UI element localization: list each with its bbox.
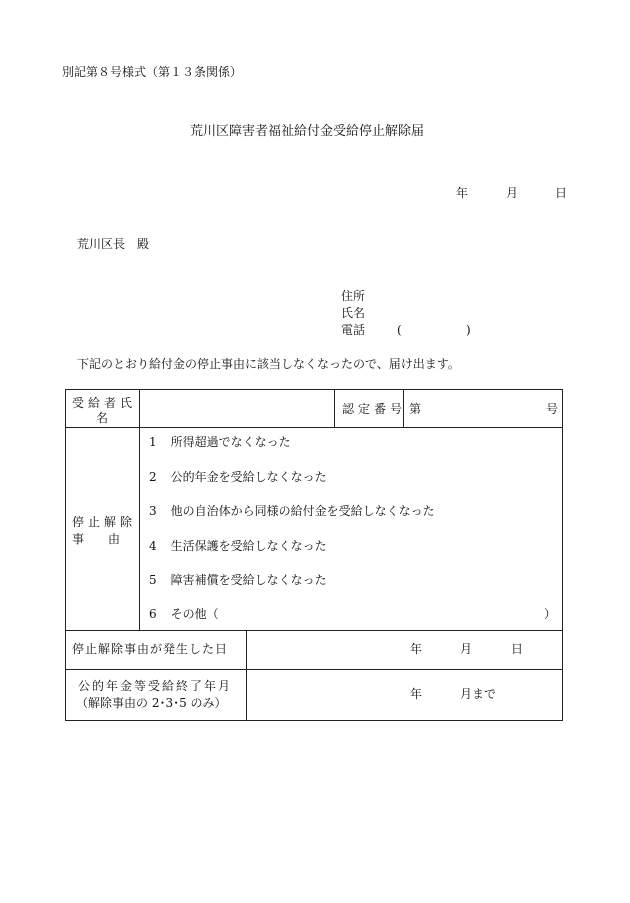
reason-item-6[interactable]	[149, 608, 219, 620]
recipient-name-label: 受給者氏	[72, 396, 137, 410]
cert-number-field[interactable]	[426, 392, 536, 425]
date-day-label: 日	[555, 186, 568, 200]
date-year-label: 年	[456, 186, 469, 200]
cert-number-label: 認定番号	[342, 402, 407, 416]
row-divider	[66, 630, 562, 631]
occurred-date-label: 停止解除事由が発生した日	[72, 642, 229, 656]
col-divider	[139, 390, 140, 630]
row-divider	[66, 669, 562, 670]
document-title: 荒川区障害者福祉給付金受給停止解除届	[190, 124, 425, 139]
reason-number: 5	[149, 573, 157, 587]
reason-text: 障害補償を受給しなくなった	[170, 573, 327, 587]
other-close-paren: ）	[544, 607, 557, 621]
form-reference: 別記第８号様式（第１３条関係）	[62, 65, 243, 79]
recipient-name-field[interactable]	[142, 392, 332, 425]
phone-close-paren: )	[466, 323, 471, 337]
reason-number: 3	[149, 504, 157, 518]
reason-text: その他（	[170, 607, 219, 621]
occurred-month-label: 月	[460, 642, 473, 656]
reason-item-1[interactable]	[149, 436, 291, 448]
pension-end-label: 公的年金等受給終了年月	[78, 679, 233, 693]
reason-item-2[interactable]	[149, 471, 327, 483]
pension-month-until-label: 月まで	[460, 687, 497, 701]
address-label: 住所	[341, 289, 366, 303]
phone-open-paren: (	[397, 323, 402, 337]
reason-text: 他の自治体から同様の給付金を受給しなくなった	[170, 504, 435, 518]
cert-number-suffix: 号	[546, 402, 559, 416]
reason-text: 所得超過でなくなった	[170, 435, 291, 449]
other-reason-field[interactable]	[231, 604, 541, 622]
row-divider	[66, 427, 562, 428]
reason-text: 公的年金を受給しなくなった	[170, 470, 327, 484]
reason-label-cont: 事 由	[72, 532, 121, 546]
reason-item-5[interactable]	[149, 574, 327, 586]
reason-number: 1	[149, 435, 157, 449]
reason-item-3[interactable]	[149, 505, 435, 517]
addressee: 荒川区長 殿	[77, 237, 150, 251]
cert-number-prefix: 第	[409, 402, 422, 416]
reason-label: 停止解除	[72, 515, 137, 529]
col-divider	[246, 630, 247, 720]
recipient-name-label-cont: 名	[96, 411, 109, 425]
col-divider	[334, 390, 335, 427]
pension-year-label: 年	[410, 687, 423, 701]
reason-number: 4	[149, 539, 157, 553]
occurred-year-label: 年	[410, 642, 423, 656]
reason-number: 2	[149, 470, 157, 484]
reason-text: 生活保護を受給しなくなった	[170, 539, 327, 553]
phone-label: 電話	[341, 323, 366, 337]
occurred-day-label: 日	[511, 642, 524, 656]
pension-end-note: （解除事由の 2･3･5 のみ）	[76, 696, 227, 710]
reason-number: 6	[149, 607, 157, 621]
reason-item-4[interactable]	[149, 540, 327, 552]
intro-text: 下記のとおり給付金の停止事由に該当しなくなったので、届け出ます。	[77, 357, 460, 371]
name-label: 氏名	[341, 306, 366, 320]
date-month-label: 月	[506, 186, 519, 200]
form-table	[65, 389, 563, 721]
